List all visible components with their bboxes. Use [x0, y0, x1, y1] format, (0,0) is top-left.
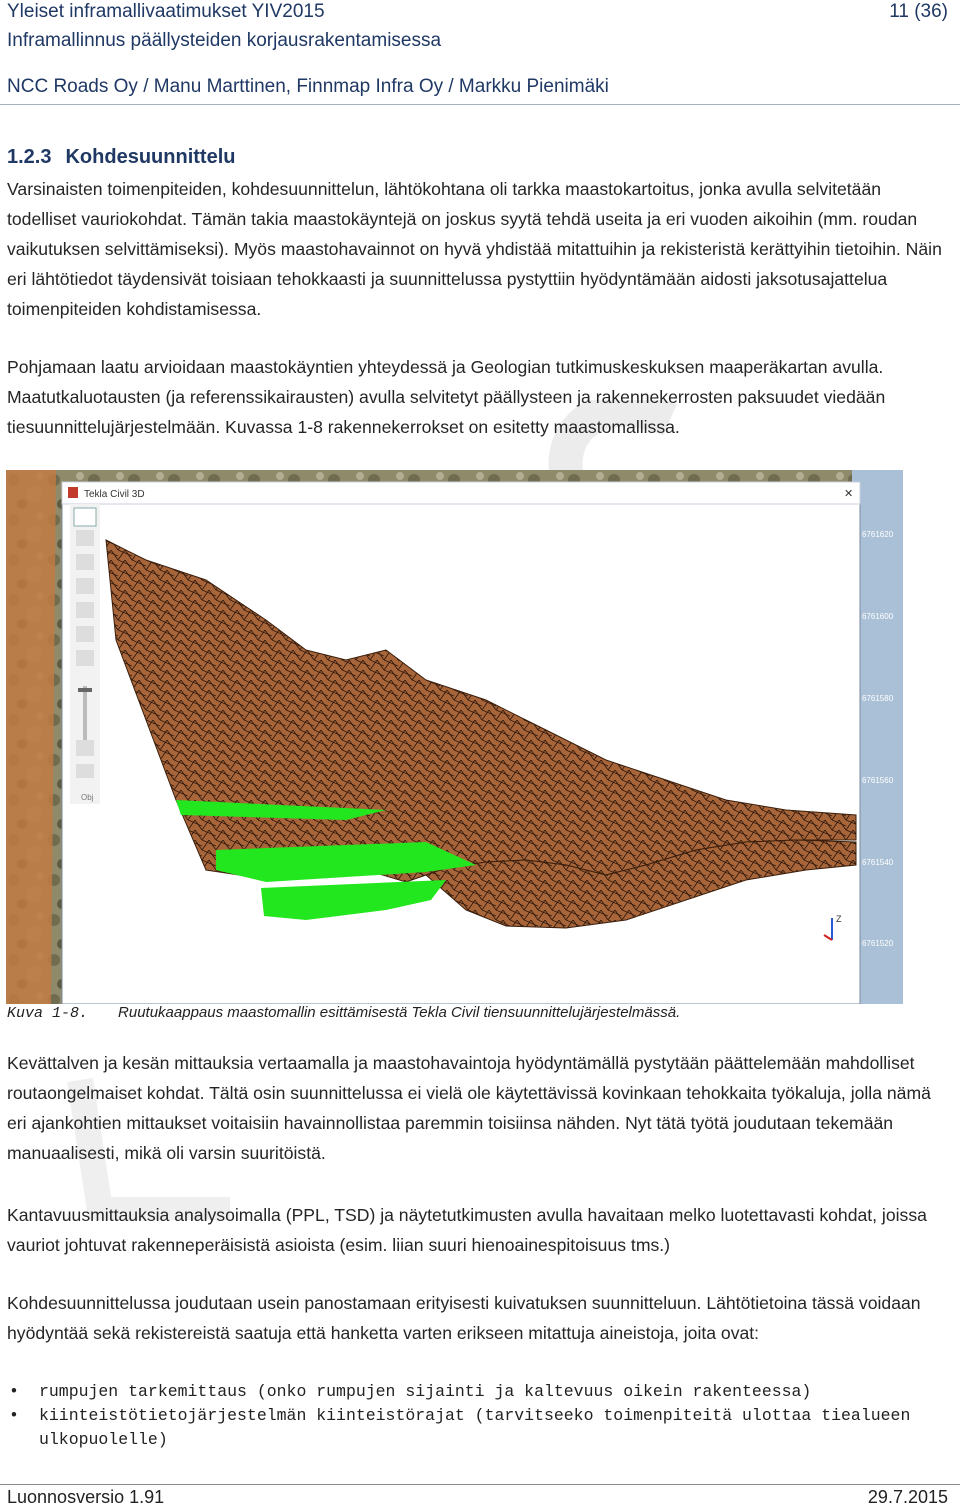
view-toolbar [70, 504, 100, 804]
window-close-icon[interactable]: ✕ [844, 488, 854, 500]
section-heading [7, 146, 235, 169]
figure-terrain-model [6, 470, 903, 1004]
bullet-icon: • [9, 1406, 19, 1425]
page-number: 11 (36) [889, 1, 948, 22]
explode-tool-icon[interactable] [76, 650, 94, 666]
cut-tool-icon[interactable] [76, 626, 94, 642]
caption-text: Ruutukaappaus maastomallin esittämisestä Tekla Civil tiensuunnittelujärjestelmässä. [118, 1004, 681, 1021]
layer-tool-icon[interactable] [76, 554, 94, 570]
header-divider [0, 104, 960, 105]
list-item-text: rumpujen tarkemittaus (onko rumpujen sijainti ja kaltevuus oikein rakenteessa) [39, 1382, 812, 1401]
zoom-slider[interactable] [83, 686, 87, 742]
list-item-text: kiinteistötietojärjestelmän kiinteistörajat (tarvitseeko toimenpiteitä ulottaa tiealueen ulkopuolelle) [39, 1406, 911, 1449]
coord-label: 6761540 [862, 858, 894, 867]
bullet-icon: • [9, 1382, 19, 1401]
obj-button[interactable]: Obj [81, 793, 94, 802]
fit-view-icon[interactable] [76, 602, 94, 618]
measure-tool-icon[interactable] [76, 764, 94, 778]
section-title: Kohdesuunnittelu [65, 146, 236, 168]
paragraph-3: Kevättalven ja kesän mittauksia vertaamalla ja maastohavaintoja hyödyntämällä pystytään päättelemään mahdolliset routaongelmaiset kohdat. Tältä osin suunnittelussa ei vielä ole käytettävissä kovinkaan tehokkaita työkaluja, jolla nämä eri ajankohtien mittaukset voitaisiin havainnollistaa paremmin toisiinsa nähden. Nyt tätä työtä joudutaan tekemään manuaalisesti, mikä oli varsin suuritöistä. [7, 1053, 931, 1163]
paragraph-5: Kohdesuunnittelussa joudutaan usein panostamaan erityisesti kuivatuksen suunnitteluun. Lähtötietoina tässä voidaan hyödyntää sekä rekistereistä saatuja että hanketta varten erikseen mitattuja aineistoja, joita ovat: [7, 1293, 921, 1343]
footer-date: 29.7.2015 [867, 1487, 948, 1507]
window-title: Tekla Civil 3D [84, 489, 145, 500]
figure-caption [7, 1004, 680, 1022]
camera-tool-icon[interactable] [76, 578, 94, 594]
terrain-screenshot [6, 470, 903, 1004]
caption-label: Kuva 1-8. [7, 1005, 89, 1022]
paragraph-2: Pohjamaan laatu arvioidaan maastokäyntien yhteydessä ja Geologian tutkimuskeskuksen maaperäkartan avulla. Maatutkaluotausten (ja referenssikairausten) avulla selvitetyt päällysteen ja rakennekerrosten paksuudet viedään tiesuunnittelujärjestelmään. Kuvassa 1-8 rakennekerrokset on esitetty maastomallissa. [7, 357, 886, 437]
pan-hand-icon[interactable] [76, 740, 94, 756]
axis-z-label: Z [836, 914, 842, 924]
select-tool-icon[interactable] [74, 508, 96, 526]
footer-version: Luonnosversio 1.91 [7, 1487, 165, 1507]
document-title: Yleiset inframallivaatimukset YIV2015 [7, 1, 325, 22]
paragraph-4: Kantavuusmittauksia analysoimalla (PPL, TSD) ja näytetutkimusten avulla havaitaan melko luotettavasti kohdat, joissa vauriot johtuvat rakenneperäisistä asioista (esim. liian suuri hienoainespitoisuus tms.) [7, 1205, 927, 1255]
footer-divider [0, 1484, 960, 1485]
bullet-list [7, 1380, 960, 1452]
list-item [7, 1380, 960, 1404]
document-subtitle: Inframallinnus päällysteiden korjausrakentamisessa [7, 30, 442, 51]
section-number: 1.2.3 [7, 146, 52, 168]
coord-label: 6761580 [862, 694, 894, 703]
visibility-tool-icon[interactable] [76, 530, 94, 546]
coord-label: 6761620 [862, 530, 894, 539]
document-authors: NCC Roads Oy / Manu Marttinen, Finnmap Infra Oy / Markku Pienimäki [7, 76, 609, 97]
paragraph-1: Varsinaisten toimenpiteiden, kohdesuunnittelun, lähtökohtana oli tarkka maastokartoitus, jonka avulla selvitetään todelliset vauriokohdat. Tämän takia maastokäyntejä on joskus syytä tehdä useita ja eri vuoden aikoihin (mm. roudan vaikutuksen selvittämiseksi). Myös maastohavainnot on hyvä yhdistää mitattuihin ja rekisteristä kerättyihin tietoihin. Näin eri lähtötiedot täydensivät toisiaan tehokkaasti ja suunnittelussa pystyttiin hyödyntämään aidosti jaksotusajattelua toimenpiteiden kohdistamisessa. [7, 179, 942, 319]
coord-label: 6761560 [862, 776, 894, 785]
list-item [7, 1404, 960, 1452]
coord-label: 6761600 [862, 612, 894, 621]
coord-label: 6761520 [862, 939, 894, 948]
